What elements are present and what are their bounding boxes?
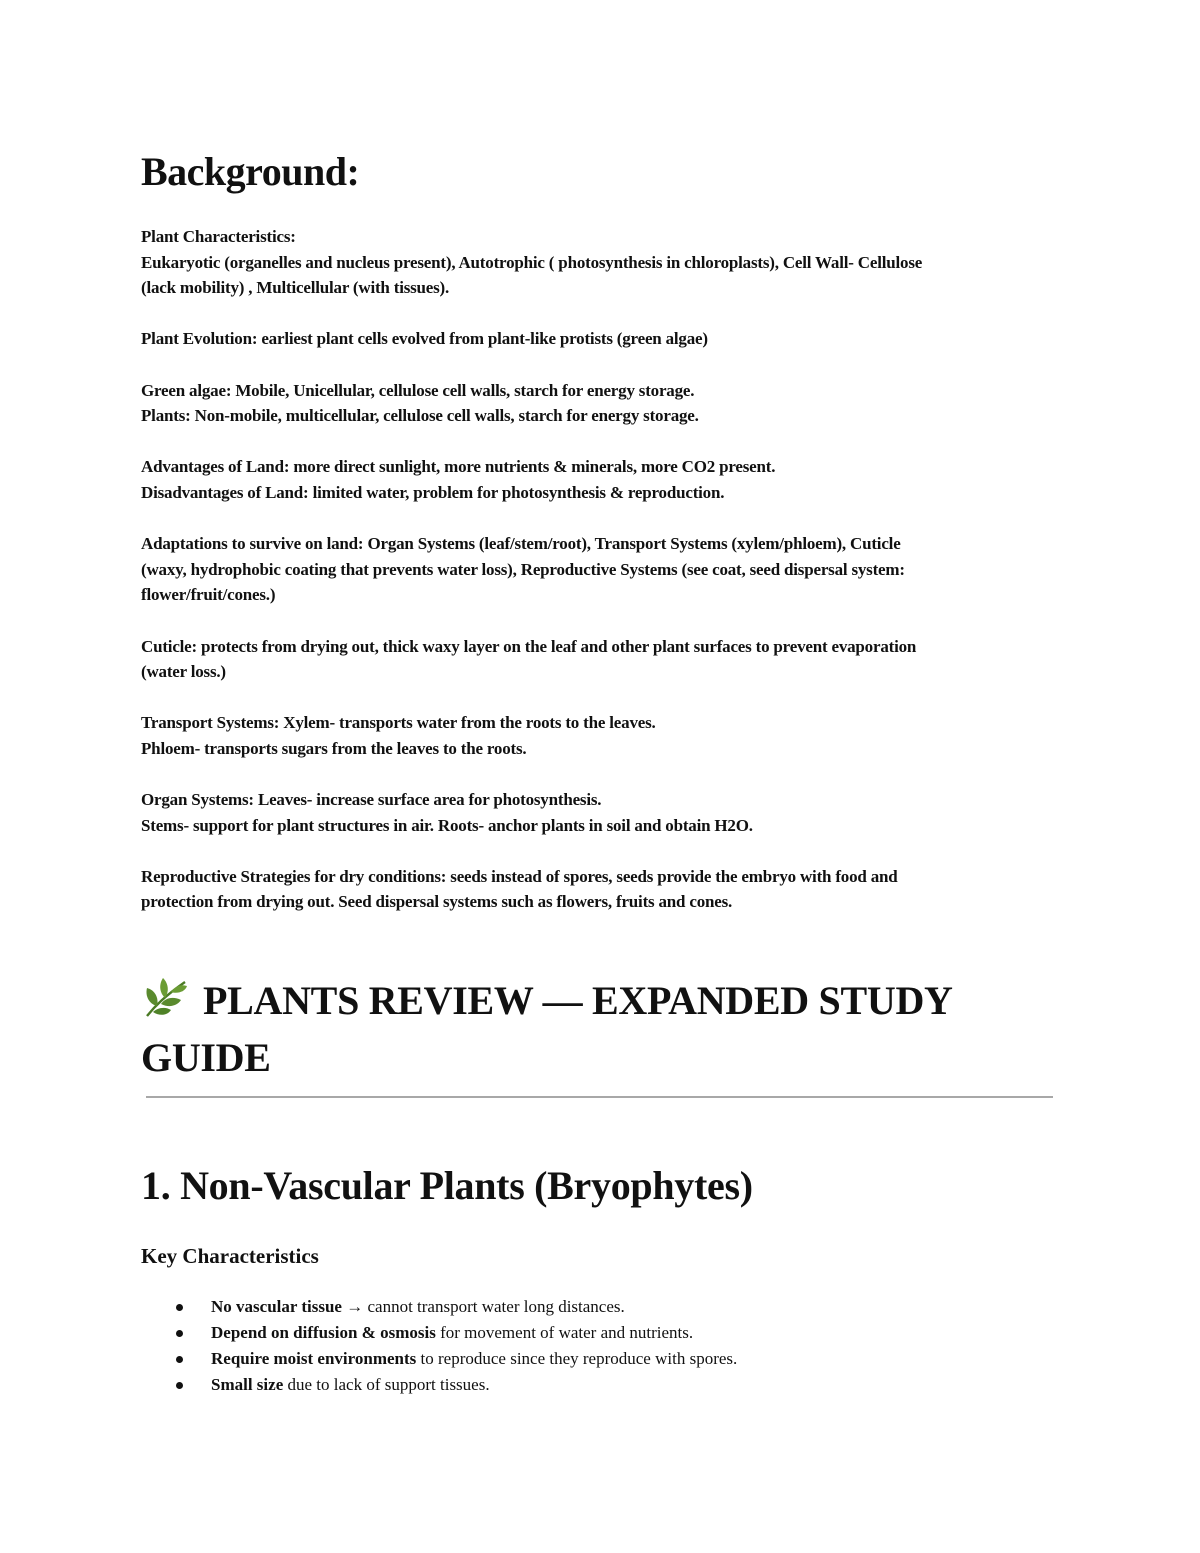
- background-heading: Background:: [141, 149, 360, 194]
- text-line: (lack mobility) , Multicellular (with tissues).: [141, 278, 450, 298]
- subheading-key-characteristics: Key Characteristics: [141, 1244, 319, 1268]
- list-item: [141, 1346, 737, 1372]
- paragraph-organ-systems: [141, 787, 1053, 838]
- key-characteristics-list: [141, 1294, 737, 1398]
- text-line: Stems- support for plant structures in air. Roots- anchor plants in soil and obtain H2O.: [141, 815, 753, 835]
- text-line: Reproductive Strategies for dry conditions: seeds instead of spores, seeds provide the embryo with food and: [141, 866, 898, 886]
- paragraph-land-advantages: [141, 454, 1053, 505]
- list-item-bold: Require moist environments: [211, 1349, 417, 1368]
- list-item-bold: Depend on diffusion & osmosis: [211, 1323, 436, 1342]
- text-line: Advantages of Land: more direct sunlight, more nutrients & minerals, more CO2 present.: [141, 457, 776, 477]
- horizontal-divider: [146, 1096, 1053, 1098]
- text-line: Organ Systems: Leaves- increase surface area for photosynthesis.: [141, 790, 602, 810]
- background-body: [141, 224, 1053, 941]
- text-line: Plants: Non-mobile, multicellular, cellulose cell walls, starch for energy storage.: [141, 406, 699, 426]
- list-item-text: for movement of water and nutrients.: [435, 1323, 694, 1342]
- text-line: (water loss.): [141, 662, 226, 682]
- list-item: [141, 1372, 737, 1398]
- list-item-bold: Small size: [211, 1375, 284, 1394]
- bullet-icon: [176, 1304, 183, 1311]
- text-line: Eukaryotic (organelles and nucleus present), Autotrophic ( photosynthesis in chloroplasts), Cell Wall- Cellulose: [141, 252, 923, 272]
- leaf-icon: [141, 976, 191, 1020]
- study-guide-title-text: PLANTS REVIEW — EXPANDED STUDY GUIDE: [141, 978, 952, 1080]
- paragraph-adaptations: [141, 531, 1053, 608]
- text-line: Plant Evolution: earliest plant cells evolved from plant-like protists (green algae): [141, 329, 708, 349]
- paragraph-transport-systems: [141, 710, 1053, 761]
- study-guide-title: [141, 972, 1053, 1086]
- text-line: Green algae: Mobile, Unicellular, cellulose cell walls, starch for energy storage.: [141, 380, 695, 400]
- text-line: Cuticle: protects from drying out, thick waxy layer on the leaf and other plant surfaces to prevent evaporation: [141, 636, 917, 656]
- text-line: Phloem- transports sugars from the leaves to the roots.: [141, 738, 527, 758]
- text-line: (waxy, hydrophobic coating that prevents water loss), Reproductive Systems (see coat, seed dispersal system:: [141, 559, 905, 579]
- text-line: Transport Systems: Xylem- transports water from the roots to the leaves.: [141, 713, 656, 733]
- list-item: [141, 1320, 737, 1346]
- list-item-text: → cannot transport water long distances.: [341, 1297, 625, 1316]
- list-item-bold: No vascular tissue: [211, 1297, 342, 1316]
- bullet-icon: [176, 1382, 183, 1389]
- paragraph-plant-evolution: [141, 326, 1053, 352]
- text-line: flower/fruit/cones.): [141, 585, 276, 605]
- text-line: Plant Characteristics:: [141, 227, 296, 246]
- paragraph-cuticle: [141, 634, 1053, 685]
- paragraph-reproductive-strategies: [141, 864, 1053, 915]
- text-line: Disadvantages of Land: limited water, problem for photosynthesis & reproduction.: [141, 482, 725, 502]
- list-item-text: to reproduce since they reproduce with spores.: [416, 1349, 738, 1368]
- bullet-icon: [176, 1356, 183, 1363]
- list-item: [141, 1294, 737, 1320]
- text-line: Adaptations to survive on land: Organ Systems (leaf/stem/root), Transport Systems (xylem/phloem), Cuticle: [141, 534, 901, 554]
- paragraph-plant-characteristics: [141, 224, 1053, 301]
- bullet-icon: [176, 1330, 183, 1337]
- paragraph-algae-vs-plants: [141, 378, 1053, 429]
- section-heading-non-vascular: 1. Non-Vascular Plants (Bryophytes): [141, 1163, 753, 1208]
- text-line: protection from drying out. Seed dispersal systems such as flowers, fruits and cones.: [141, 892, 733, 912]
- list-item-text: due to lack of support tissues.: [283, 1375, 490, 1394]
